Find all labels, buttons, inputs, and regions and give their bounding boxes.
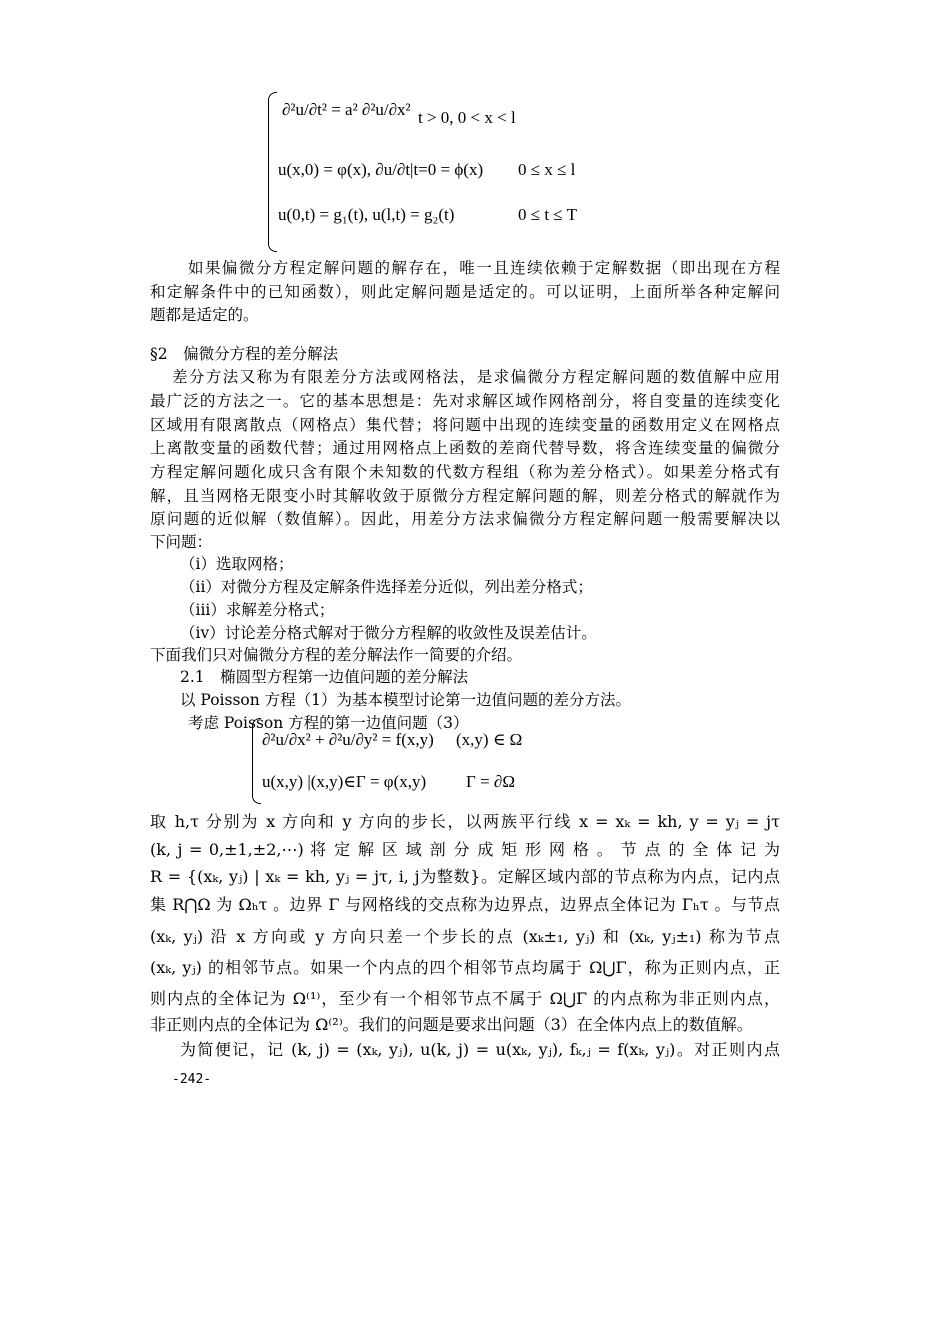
equation-condition: 0 ≤ t ≤ T: [518, 205, 577, 224]
paragraph-line: 考虑 Poisson 方程的第一边值问题（3）: [188, 714, 469, 732]
equation: u(x,y) |(x,y)∈Γ = φ(x,y): [262, 772, 427, 791]
paragraph-line: 取 h,τ 分别为 x 方向和 y 方向的步长，以两族平行线 x = xₖ = kh, y = yⱼ = jτ: [150, 812, 780, 831]
paragraph-line: 非正则内点的全体记为 Ω⁽²⁾。我们的问题是要求出问题（3）在全体内点上的数值解。: [150, 1015, 753, 1034]
list-item: （i）选取网格；: [180, 555, 294, 573]
paragraph-line: 为简便记，记 (k, j) = (xₖ, yⱼ), u(k, j) = u(xₖ, yⱼ), fₖ,ⱼ = f(xₖ, yⱼ)。对正则内点: [180, 1040, 780, 1059]
paragraph-line: 下面我们只对偏微分方程的差分解法作一简要的介绍。: [150, 646, 523, 664]
paragraph-line: 以 Poisson 方程（1）为基本模型讨论第一边值问题的差分方法。: [180, 691, 632, 709]
paragraph-line: 集 R⋂Ω 为 Ωₕτ 。边界 Γ 与网格线的交点称为边界点，边界点全体记为 Γₕτ 。与节点: [150, 895, 780, 914]
paragraph-line: 和定解条件中的已知函数），则此定解问题是适定的。可以证明，上面所举各种定解问: [150, 283, 780, 301]
list-item: （ii）对微分方程及定解条件选择差分近似，列出差分格式；: [180, 578, 593, 596]
equation-condition: 0 ≤ x ≤ l: [518, 160, 576, 179]
paragraph-line: 最广泛的方法之一。它的基本思想是：先对求解区域作网格剖分，将自变量的连续变化: [150, 392, 780, 410]
equation-condition: (x,y) ∈ Ω: [456, 730, 523, 749]
paragraph-line: 解，且当网格无限变小时其解收敛于原微分方程定解问题的解，则差分格式的解就作为: [150, 487, 780, 505]
equation: ∂²u/∂x² + ∂²u/∂y² = f(x,y): [262, 730, 434, 749]
paragraph-line: 方程定解问题化成只含有限个未知数的代数方程组（称为差分格式）。如果差分格式有: [150, 463, 780, 481]
paragraph-line: 原问题的近似解（数值解）。因此，用差分方法求偏微分方程定解问题一般需要解决以: [150, 510, 780, 528]
paragraph-line: 差分方法又称为有限差分方法或网格法，是求偏微分方程定解问题的数值解中应用: [172, 368, 780, 386]
paragraph-line: 区域用有限离散点（网格点）集代替；将问题中出现的连续变量的函数用定义在网格点: [150, 416, 780, 434]
equation: u(0,t) = g₁(t), u(l,t) = g₂(t): [278, 205, 455, 224]
paragraph-line: 上离散变量的函数代替；通过用网格点上函数的差商代替导数，将含连续变量的偏微分: [150, 439, 780, 457]
paragraph-line: (xₖ, yⱼ) 的相邻节点。如果一个内点的四个相邻节点均属于 Ω⋃Γ，称为正则内点，正: [150, 958, 780, 977]
paragraph-line: 则内点的全体记为 Ω⁽¹⁾，至少有一个相邻节点不属于 Ω⋃Γ 的内点称为非正则内点，: [150, 989, 780, 1008]
equation: u(x,0) = φ(x), ∂u/∂t|t=0 = ϕ(x): [278, 160, 484, 179]
equation: ∂²u/∂t² = a² ∂²u/∂x²: [282, 100, 411, 119]
section-heading: §2 偏微分方程的差分解法: [150, 345, 339, 363]
list-item: （iii）求解差分格式；: [180, 601, 335, 619]
paragraph-line: 如果偏微分方程定解问题的解存在，唯一且连续依赖于定解数据（即出现在方程: [188, 259, 780, 277]
equation-condition: t > 0, 0 < x < l: [418, 108, 516, 127]
left-brace: [268, 92, 277, 252]
equation-condition: Γ = ∂Ω: [466, 772, 515, 791]
paragraph-line: 下问题：: [150, 533, 213, 551]
page-number: -242-: [172, 1072, 212, 1087]
paragraph-line: R = {(xₖ, yⱼ) | xₖ = kh, yⱼ = jτ, i, j为整数}。定解区域内部的节点称为内点，记内点: [150, 867, 780, 886]
list-item: （iv）讨论差分格式解对于微分方程解的收敛性及误差估计。: [180, 624, 597, 642]
paragraph-line: (xₖ, yⱼ) 沿 x 方向或 y 方向只差一个步长的点 (xₖ±₁, yⱼ) 和 (xₖ, yⱼ±₁) 称为节点: [150, 927, 780, 946]
paragraph-line: 题都是适定的。: [150, 306, 259, 324]
left-brace: [252, 718, 261, 804]
paragraph-line: (k, j = 0,±1,±2,⋯) 将 定 解 区 域 剖 分 成 矩 形 网 格 。 节 点 的 全 体 记 为: [150, 840, 780, 859]
subsection-heading: 2.1 椭圆型方程第一边值问题的差分解法: [180, 668, 469, 686]
